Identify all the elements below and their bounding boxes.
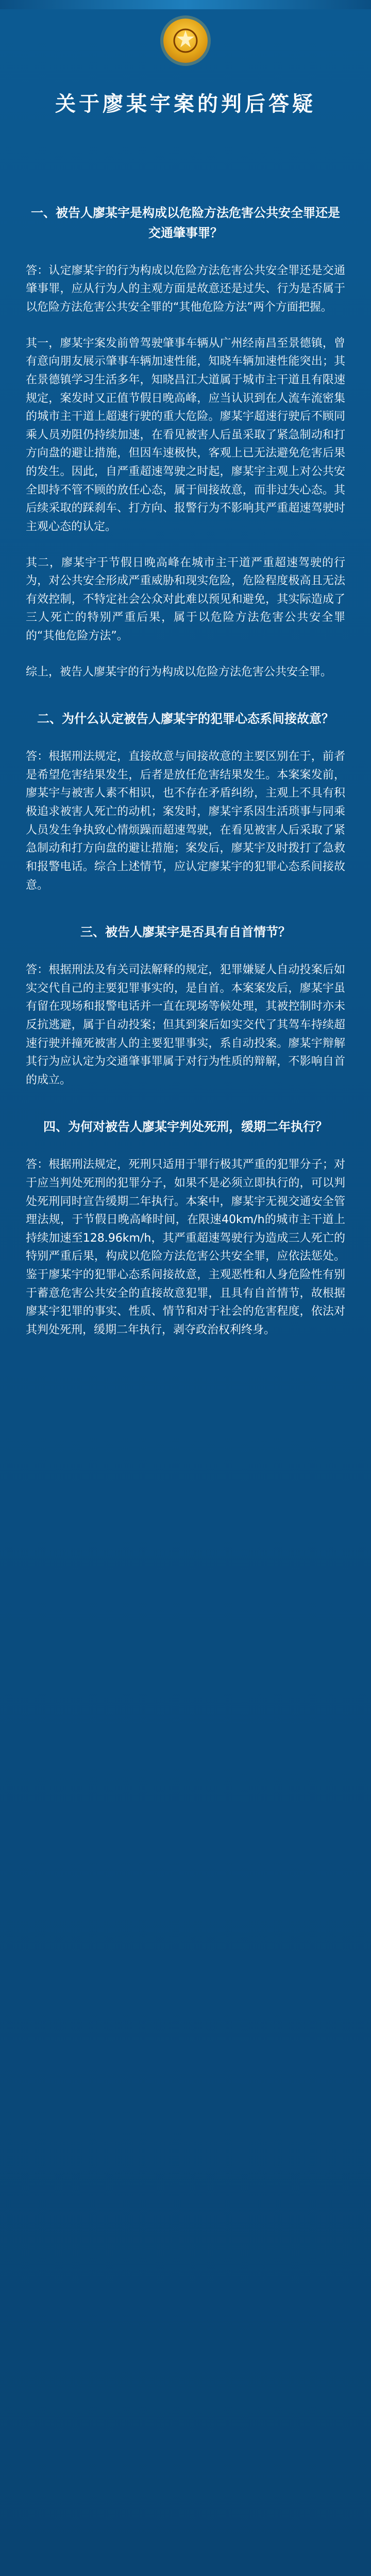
answer-1-2: 其一，廖某宇案发前曾驾驶肇事车辆从广州经南昌至景德镇，曾有意向朋友展示肇事车辆加速性能，知晓车辆加速性能突出；其在景德镇学习生活多年，知晓昌江大道属于城市主干道且有限速规定，案发时又正值节假日晚高峰，应当认识到在人流车流密集的城市主干道上超速行驶的重大危险。廖某宇超速行驶后不顾同乘人员劝阻仍持续加速，在看见被害人后虽采取了紧急制动和打方向盘的避让措施，但因车速极快，客观上已无法避免危害后果的发生。因此，自严重超速驾驶之时起，廖某宇主观上对公共安全即持不管不顾的放任心态，属于间接故意，而非过失心态。其后续采取的踩刹车、打方向、报警行为不影响其严重超速驾驶时主观心态的认定。 (26, 336, 345, 533)
emblem-wrap (0, 19, 371, 63)
main-content (26, 175, 345, 1357)
answer-1-4: 综上，被告人廖某宇的行为构成以危险方法危害公共安全罪。 (26, 665, 332, 679)
question-3: 三、被告人廖某宇是否具有自首情节？ (80, 925, 291, 940)
answer-3-1: 答：根据刑法及有关司法解释的规定，犯罪嫌疑人自动投案后如实交代自己的主要犯罪事实的，是自首。本案案发后，廖某宇虽有留在现场和报警电话并一直在现场等候处理，其被控制时亦未反抗逃避，属于自动投案；但其到案后如实交代了其驾车持续超速行驶并撞死被害人的主要犯罪事实，系自动投案。廖某宇辩解其行为应认定为交通肇事罪属于对行为性质的辩解，不影响自首的成立。 (26, 963, 345, 1087)
answer-4-1: 答：根据刑法规定，死刑只适用于罪行极其严重的犯罪分子；对于应当判处死刑的犯罪分子，如果不是必须立即执行的，可以判处死刑同时宣告缓期二年执行。本案中，廖某宇无视交通安全管理法规，于节假日晚高峰时间，在限速40km/h的城市主干道上持续加速至128.96km/h，其严重超速驾驶行为造成三人死亡的特别严重后果，构成以危险方法危害公共安全罪，应依法惩处。鉴于廖某宇的犯罪心态系间接故意，主观恶性和人身危险性有别于蓄意危害公共安全的直接故意犯罪，且具有自首情节，故根据廖某宇犯罪的事实、性质、情节和对于社会的危害程度，依法对其判处死刑，缓期二年执行，剥夺政治权利终身。 (26, 1158, 345, 1336)
page-title: 关于廖某宇案的判后答疑 (55, 92, 316, 116)
court-emblem-icon (163, 19, 208, 63)
question-4: 四、为何对被告人廖某宇判处死刑，缓期二年执行？ (43, 1120, 328, 1134)
answer-1-3: 其二，廖某宇于节假日晚高峰在城市主干道严重超速驾驶的行为，对公共安全形成严重威胁和现实危险，危险程度极高且无法有效控制，不特定社会公众对此难以预见和避免，其实际造成了三人死亡的特别严重后果，属于以危险方法危害公共安全罪的“其他危险方法”。 (26, 556, 345, 642)
answer-2-1: 答：根据刑法规定，直接故意与间接故意的主要区别在于，前者是希望危害结果发生，后者是放任危害结果发生。本案案发前，廖某宇与被害人素不相识，也不存在矛盾纠纷，主观上不具有积极追求被害人死亡的动机；案发时，廖某宇系因生活琐事与同乘人员发生争执致心情烦躁而超速驾驶，在看见被害人后采取了紧急制动和打方向盘的避让措施；案发后，廖某宇及时拨打了急救和报警电话。综合上述情节，应认定廖某宇的犯罪心态系间接故意。 (26, 750, 345, 892)
top-decor-bar (0, 0, 371, 9)
question-1: 一、被告人廖某宇是构成以危险方法危害公共安全罪还是交通肇事罪？ (31, 206, 340, 240)
answer-1-1: 答：认定廖某宇的行为构成以危险方法危害公共安全罪还是交通肇事罪，应从行为人的主观方面是故意还是过失、行为是否属于以危险方法危害公共安全罪的“其他危险方法”两个方面把握。 (26, 264, 345, 314)
question-2: 二、为什么认定被告人廖某宇的犯罪心态系间接故意？ (37, 711, 334, 726)
